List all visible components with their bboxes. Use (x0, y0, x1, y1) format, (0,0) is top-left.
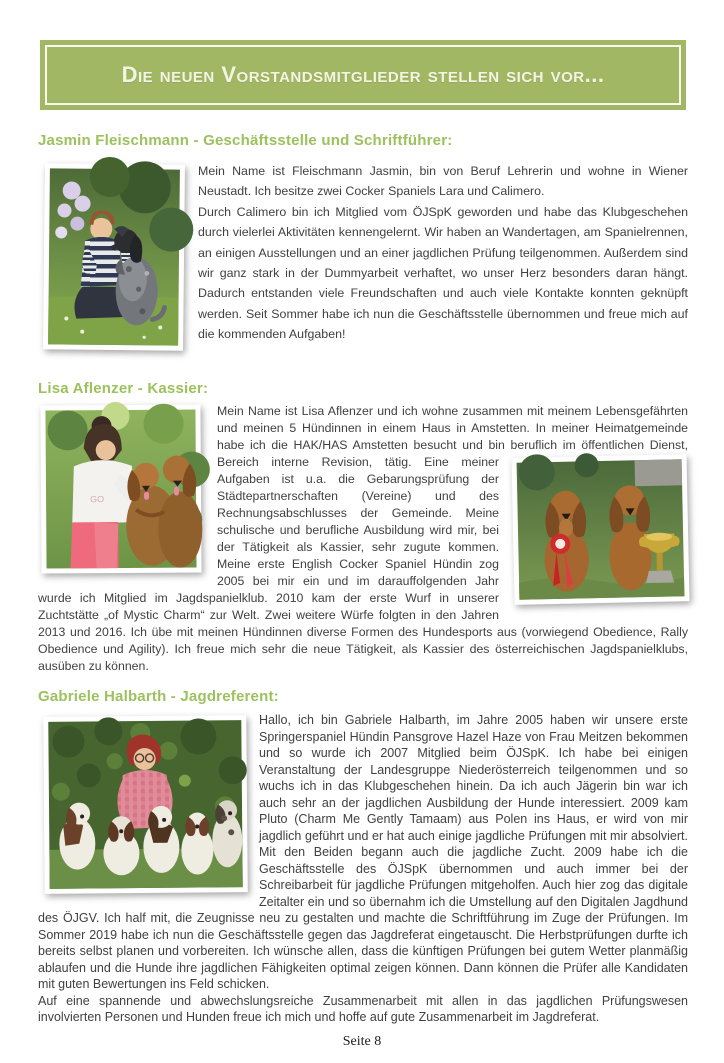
svg-text:GO: GO (90, 494, 105, 505)
section-body-jasmin (38, 161, 688, 356)
gabriele-photo-illustration (48, 720, 242, 889)
gabriele-paragraph-1: Hallo, ich bin Gabriele Halbarth, im Jahre 2005 haben wir unsere erste Springerspaniel Hündin Pansgrove Hazel Haze von Frau Meitzen bekommen und so wurde ich 2007 Mitglied beim ÖJSpK. Ich habe bei einigen Veranstaltung der Landesgruppe Niederösterreich teilgenommen und so wuchs ich in das Klubgeschehen hinein. Da ich auch Jägerin bin war ich auch sehr an der jagdlichen Ausbildung der Hunde interessiert. 2009 kam Pluto (Charm Me Gently Tamaam) aus Polen ins Haus, er wird von mir jagdlich geführt und er hat auch einige jagdliche Prüfungen mit mir absolviert. Mit den Beiden begann auch die jagdliche Zucht. 2009 habe ich die Geschäftsstelle des ÖJSpK übernommen und auch immer bei der Schreibarbeit für jagdliche Prüfungen mitgeholfen. Auch hier zog das digitale Zeitalter ein und so übernahm ich die Umstellung auf den Digitalen Jagdhund des ÖJGV. Ich half mit, die Zeugnisse neu zu gestalten und machte die Schriftführung im Zuge der Prüfungen. Im Sommer 2019 habe ich nun die Geschäftsstelle gegen das Jagdreferat eingetauscht. Die Herbstprüfungen durfte ich bereits selbst planen und vorbereiten. Ich wünsche allen, dass die künftigen Prüfungen bei gutem Wetter planmäßig ablaufen und die Hunde ihre jagdlichen Fähigkeiten optimal zeigen können. Dann können die Prüfer alle Kandidaten mit guten Bewertungen ins Feld schicken. (38, 713, 688, 991)
section-heading-gabriele: Gabriele Halbarth - Jagdreferent: (38, 688, 279, 705)
jasmin-photo (43, 163, 185, 350)
lisa-photo-illustration (45, 409, 196, 568)
dogs-trophy-photo (511, 454, 689, 605)
section-body-gabriele (38, 712, 688, 1026)
dogs-trophy-illustration (517, 459, 685, 599)
lisa-photo (40, 404, 201, 573)
page-title: Die neuen Vorstandsmitglieder stellen sich vor... (121, 62, 605, 87)
gabriele-paragraph-2: Auf eine spannende und abwechslungsreiche Zusammenarbeit mit allen in das jagdlichen Prüfungswesen involvierten Personen und Hunden freue ich mich und hoffe auf gute Zusammenarbeit im Jagdreferat. (38, 993, 688, 1024)
page-content (0, 40, 724, 1026)
newsletter-page (0, 40, 724, 1063)
jasmin-photo-illustration (48, 168, 180, 345)
jasmin-paragraph-2: Durch Calimero bin ich Mitglied vom ÖJSpK geworden und habe das Klubgeschehen durch vielerlei Aktivitäten kennengelernt. Wir haben an Wandertagen, am Spanielrennen, an einigen Ausstellungen und an einer jagdlichen Prüfung teilgenommen. Außerdem sind wir ganz stark in der Dummyarbeit verhaftet, wo unser Herz besonders daran hängt. Dadurch entstanden viele Freundschaften und auch viele Kontakte konnten geknüpft werden. Seit Sommer habe ich nun die Geschäftsstelle übernommen und freue mich auf die kommenden Aufgaben! (198, 204, 688, 342)
section-heading-jasmin: Jasmin Fleischmann - Geschäftsstelle und Schriftführer: (38, 132, 453, 149)
page-number: Seite 8 (342, 1034, 382, 1049)
lisa-paragraph-1: Mein Name ist Lisa Aflenzer und ich wohne zusammen mit meinem Lebensgefährten und meinen 5 Hündinnen in einem Haus in Amstetten. In meiner Heimatgemeinde habe ich die HAK/HAS Amstetten besucht und bin beruflich im öffentlichen Dienst, Bereich (217, 404, 688, 469)
gabriele-photo (43, 715, 248, 894)
section-body-lisa (38, 403, 688, 675)
jasmin-paragraph-1: Mein Name ist Fleischmann Jasmin, bin von Beruf Lehrerin und wohne in Wiener Neustadt. Ich besitze zwei Cocker Spaniels Lara und Calimero. (198, 164, 688, 199)
title-banner (40, 40, 686, 110)
section-heading-lisa: Lisa Aflenzer - Kassier: (38, 380, 209, 397)
lisa-paragraph-2: interne Revision, tätig. Eine meiner Aufgaben ist u.a. die Gebarungsprüfung der Städtepartnerschaften (Vereine) und des Rechnungsabschlusses der Gemeinde. Meine schulische und berufliche Ausbildung wird mir, bei der Tätigkeit als Kassier, sehr zugute kommen. Meine erste English Cocker Spaniel Hündin zog 2005 bei mir ein und im darauffolgenden Jahr wurde ich Mitglied im Jagdspanielklub. 2010 kam der erste Wurf in unserer Zuchtstätte „of Mystic Charm“ zur Welt. Zwei weitere Würfe folgten in den Jahren 2013 und 2016. Ich übe mit meinen Hündinnen diverse Formen des Hundesports aus (vorwiegend Obedience, Rally Obedience und Agility). Ich freue mich sehr die neue Tätigkeit, als Kassier des österreichischen Jagdspanielklubs, ausüben zu können. (38, 455, 688, 673)
